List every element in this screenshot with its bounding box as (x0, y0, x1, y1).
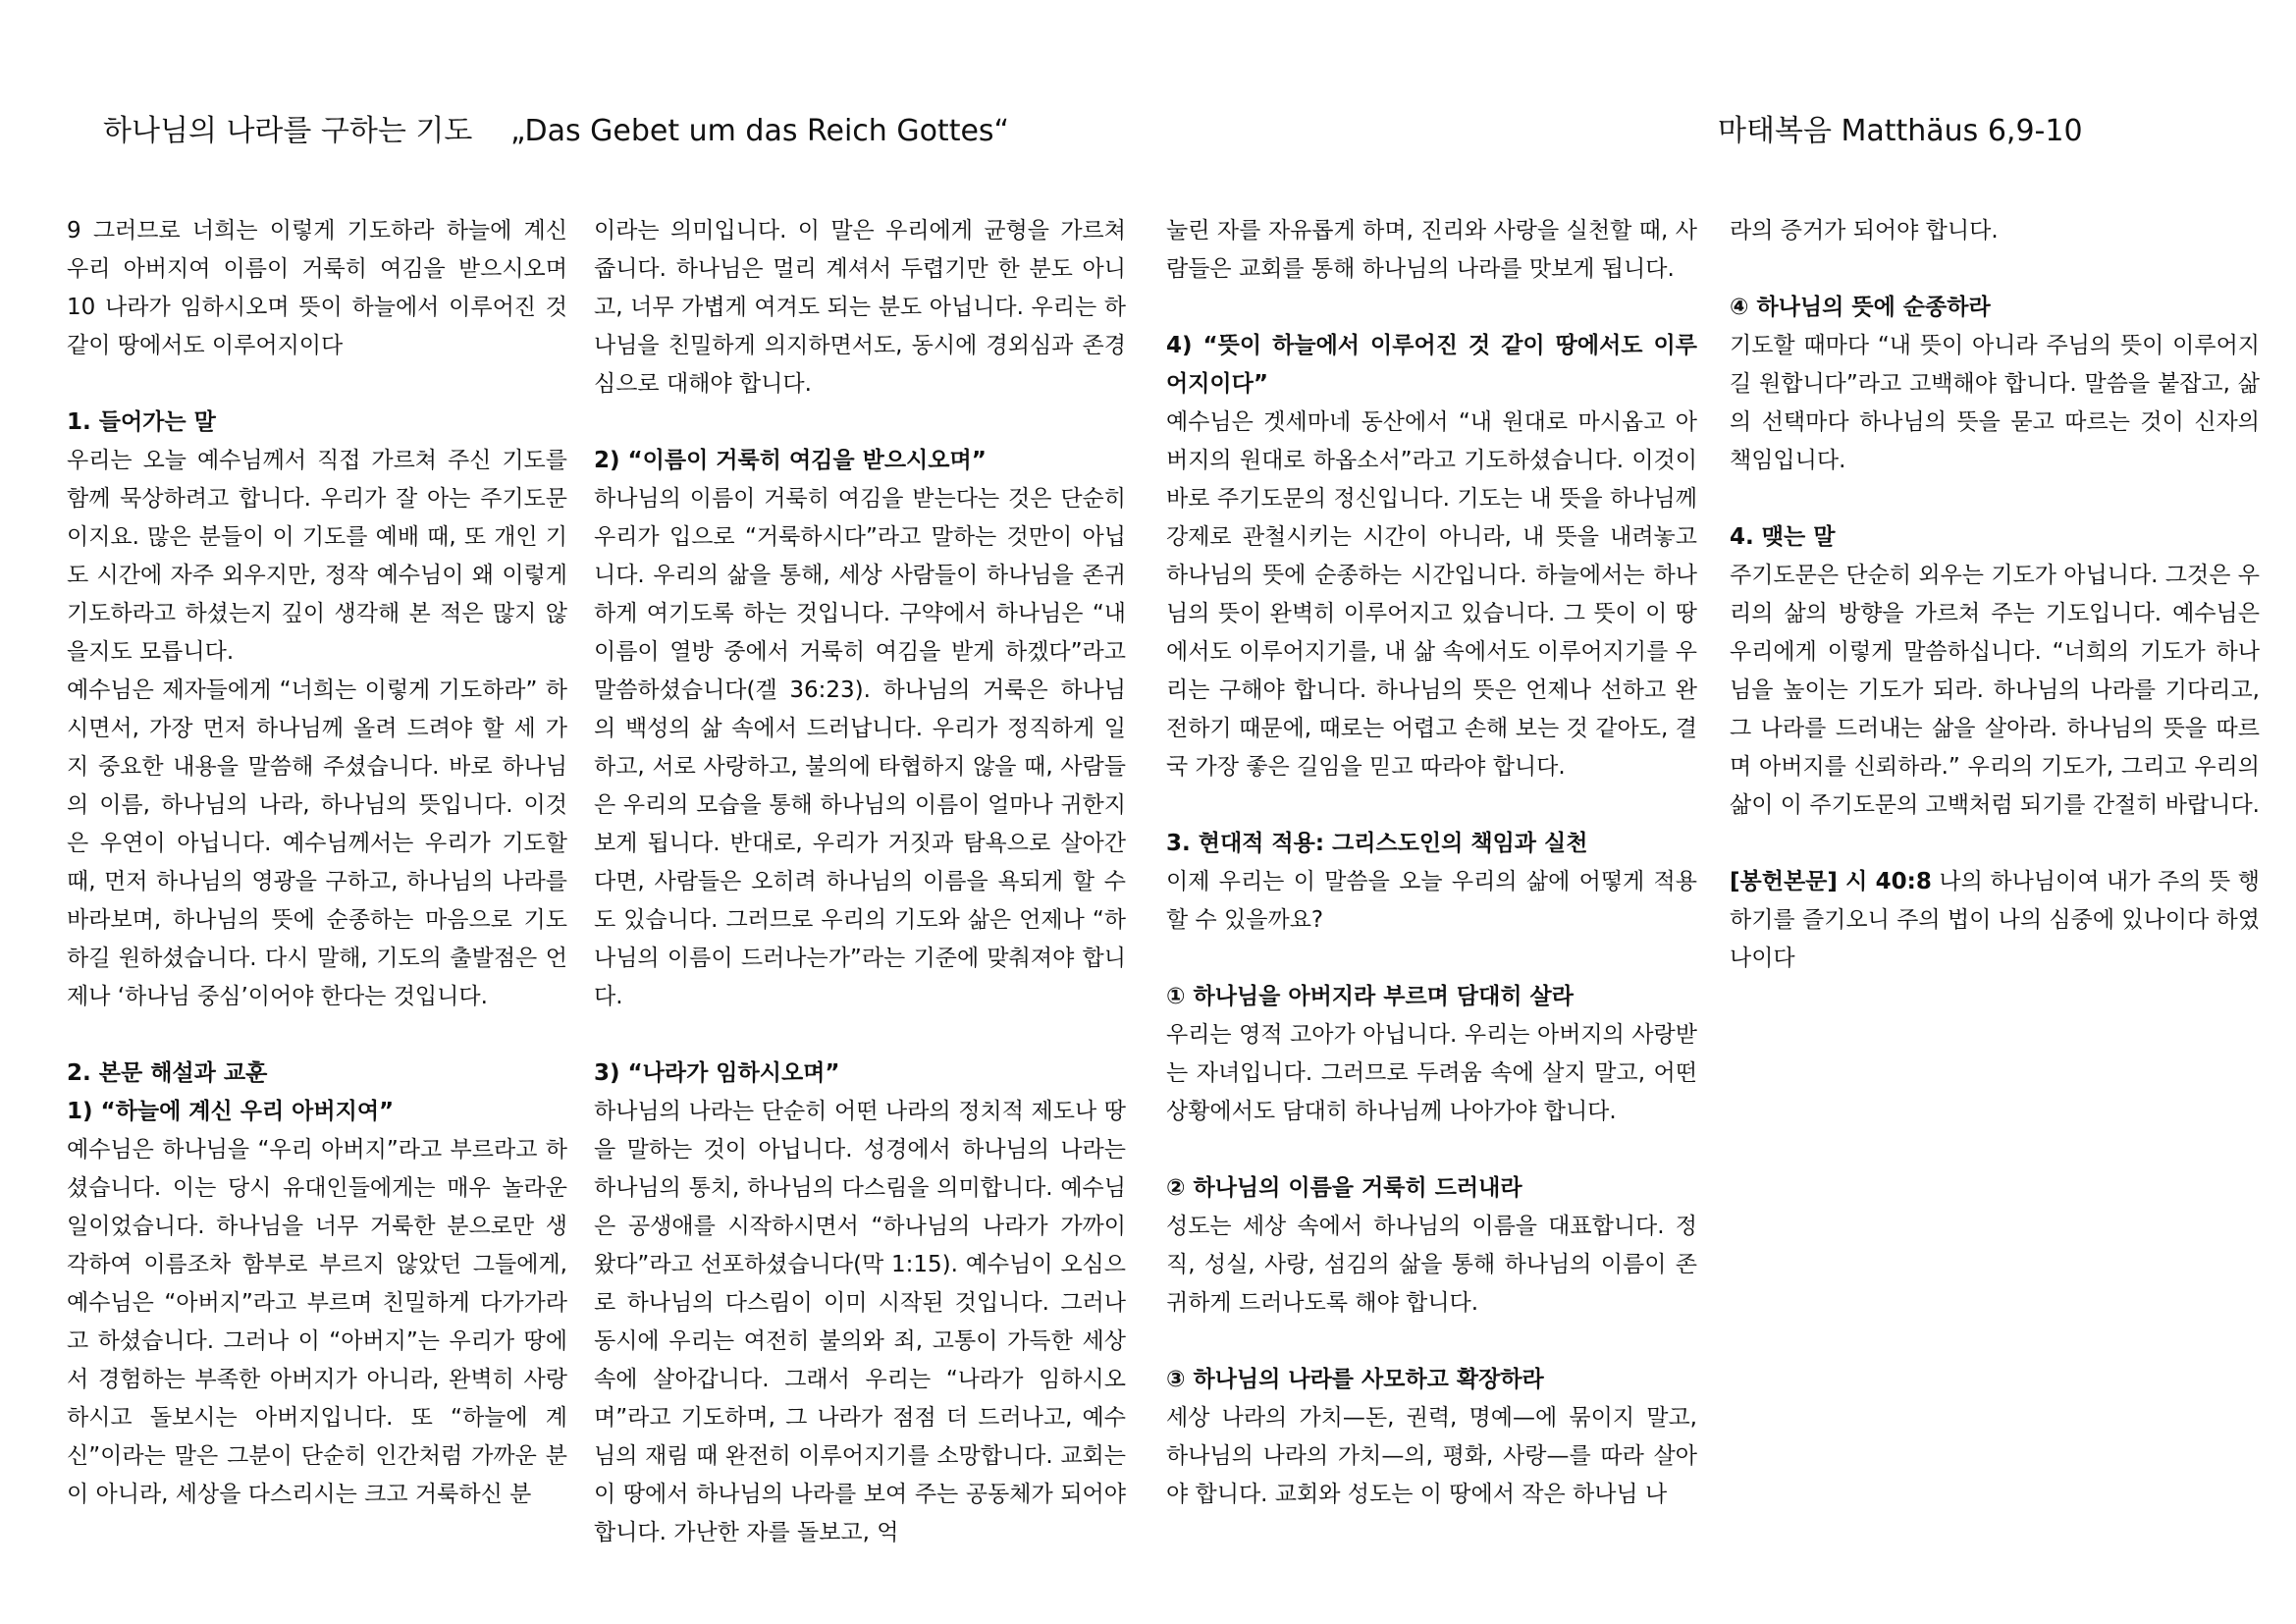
verse-text: 9 그러므로 너희는 이렇게 기도하라 하늘에 계신 우리 아버지여 이름이 거룩히 여김을 받으시오며 10 나라가 임하시오며 뜻이 하늘에서 이루어진 것 같이 땅에서도 이루어지이다 (67, 218, 567, 358)
column-2 (594, 212, 1126, 1552)
paragraph: 예수님은 하나님을 “우리 아버지”라고 부르라고 하셨습니다. 이는 당시 유대인들에게는 매우 놀라운 일이었습니다. 하나님을 너무 거룩한 분으로만 생각하여 이름조차 함부로 부르지 않았던 그들에게, 예수님은 “아버지”라고 부르며 친밀하게 다가가라고 하셨습니다. 그러나 이 “아버지”는 우리가 땅에서 경험하는 부족한 아버지가 아니라, 완벽히 사랑하시고 돌보시는 아버지입니다. 또 “하늘에 계신”이라는 말은 그분이 단순히 인간처럼 가까운 분이 아니라, 세상을 다스리시는 크고 거룩하신 분 (67, 1137, 567, 1507)
column-1 (67, 212, 567, 1514)
offering-verse: 나의 하나님이여 내가 주의 뜻 행하기를 즐기오니 주의 법이 나의 심중에 있나이다 하였나이다 (1730, 869, 2260, 971)
column-3 (1166, 212, 1697, 1514)
paragraph: 예수님은 겟세마네 동산에서 “내 원대로 마시옵고 아버지의 원대로 하옵소서”라고 기도하셨습니다. 이것이 바로 주기도문의 정신입니다. 기도는 내 뜻을 하나님께 강제로 관철시키는 시간이 아니라, 내 뜻을 내려놓고 하나님의 뜻에 순종하는 시간입니다. 하늘에서는 하나님의 뜻이 완벽히 이루어지고 있습니다. 그 뜻이 이 땅에서도 이루어지기를, 내 삶 속에서도 이루어지기를 우리는 구해야 합니다. 하나님의 뜻은 언제나 선하고 완전하기 때문에, 때로는 어렵고 손해 보는 것 같아도, 결국 가장 좋은 길임을 믿고 따라야 합니다. (1166, 409, 1697, 780)
offering-label: [봉헌본문] 시 40:8 (1730, 869, 1932, 894)
paragraph: 이제 우리는 이 말씀을 오늘 우리의 삶에 어떻게 적용할 수 있을까요? (1166, 869, 1697, 933)
application-point-1: ① 하나님을 아버지라 부르며 담대히 살라 (1166, 984, 1574, 1009)
application-point-4: ④ 하나님의 뜻에 순종하라 (1730, 295, 1991, 320)
paragraph: 우리는 영적 고아가 아닙니다. 우리는 아버지의 사랑받는 자녀입니다. 그러므로 두려움 속에 살지 말고, 어떤 상황에서도 담대히 하나님께 나아가야 합니다. (1166, 1022, 1697, 1124)
title-german: „Das Gebet um das Reich Gottes“ (510, 114, 1010, 148)
paragraph: 이라는 의미입니다. 이 말은 우리에게 균형을 가르쳐 줍니다. 하나님은 멀리 계셔서 두렵기만 한 분도 아니고, 너무 가볍게 여겨도 되는 분도 아닙니다. 우리는 하나님을 친밀하게 의지하면서도, 동시에 경외심과 존경심으로 대해야 합니다. (594, 218, 1126, 397)
heading-exposition: 2. 본문 해설과 교훈 (67, 1060, 268, 1086)
paragraph: 세상 나라의 가치—돈, 권력, 명예—에 묶이지 말고, 하나님의 나라의 가치—의, 평화, 사랑—를 따라 살아야 합니다. 교회와 성도는 이 땅에서 작은 하나님 나 (1166, 1405, 1697, 1507)
heading-application: 3. 현대적 적용: 그리스도인의 책임과 실천 (1166, 831, 1588, 856)
paragraph: 하나님의 나라는 단순히 어떤 나라의 정치적 제도나 땅을 말하는 것이 아닙니다. 성경에서 하나님의 나라는 하나님의 통치, 하나님의 다스림을 의미합니다. 예수님은 공생애를 시작하시면서 “하나님의 나라가 가까이 왔다”라고 선포하셨습니다(막 1:15). 예수님이 오심으로 하나님의 다스림이 이미 시작된 것입니다. 그러나 동시에 우리는 여전히 불의와 죄, 고통이 가득한 세상 속에 살아갑니다. 그래서 우리는 “나라가 임하시오며”라고 기도하며, 그 나라가 점점 더 드러나고, 예수님의 재림 때 완전히 이루어지기를 소망합니다. 교회는 이 땅에서 하나님의 나라를 보여 주는 공동체가 되어야 합니다. 가난한 자를 돌보고, 억 (594, 1099, 1126, 1545)
subheading-will-be-done: 4) “뜻이 하늘에서 이루어진 것 같이 땅에서도 이루어지이다” (1166, 333, 1697, 397)
paragraph: 라의 증거가 되어야 합니다. (1730, 218, 1999, 244)
scripture-reference: 마태복음 Matthäus 6,9-10 (1718, 114, 2083, 148)
paragraph: 기도할 때마다 “내 뜻이 아니라 주님의 뜻이 이루어지길 원합니다”라고 고백해야 합니다. 말씀을 붙잡고, 삶의 선택마다 하나님의 뜻을 묻고 따르는 것이 신자의 책임입니다. (1730, 333, 2260, 473)
column-4 (1730, 212, 2260, 978)
heading-conclusion: 4. 맺는 말 (1730, 524, 1836, 550)
paragraph: 주기도문은 단순히 외우는 기도가 아닙니다. 그것은 우리의 삶의 방향을 가르쳐 주는 기도입니다. 예수님은 우리에게 이렇게 말씀하십니다. “너희의 기도가 하나님을 높이는 기도가 되라. 하나님의 나라를 기다리고, 그 나라를 드러내는 삶을 살아라. 하나님의 뜻을 따르며 아버지를 신뢰하라.” 우리의 기도가, 그리고 우리의 삶이 이 주기도문의 고백처럼 되기를 간절히 바랍니다. (1730, 563, 2260, 818)
paragraph: 성도는 세상 속에서 하나님의 이름을 대표합니다. 정직, 성실, 사랑, 섬김의 삶을 통해 하나님의 이름이 존귀하게 드러나도록 해야 합니다. (1166, 1214, 1697, 1316)
application-point-3: ③ 하나님의 나라를 사모하고 확장하라 (1166, 1367, 1544, 1392)
page-header (0, 110, 2296, 153)
title-korean: 하나님의 나라를 구하는 기도 (103, 114, 473, 148)
offering-text (1730, 863, 2260, 978)
application-point-2: ② 하나님의 이름을 거룩히 드러내라 (1166, 1175, 1522, 1201)
paragraph: 우리는 오늘 예수님께서 직접 가르쳐 주신 기도를 함께 묵상하려고 합니다. 우리가 잘 아는 주기도문이지요. 많은 분들이 이 기도를 예배 때, 또 개인 기도 시간에 자주 외우지만, 정작 예수님이 왜 이렇게 기도하라고 하셨는지 깊이 생각해 본 적은 많지 않을지도 모릅니다. (67, 448, 567, 665)
paragraph: 눌린 자를 자유롭게 하며, 진리와 사랑을 실천할 때, 사람들은 교회를 통해 하나님의 나라를 맛보게 됩니다. (1166, 218, 1697, 282)
heading-introduction: 1. 들어가는 말 (67, 409, 216, 435)
paragraph: 하나님의 이름이 거룩히 여김을 받는다는 것은 단순히 우리가 입으로 “거룩하시다”라고 말하는 것만이 아닙니다. 우리의 삶을 통해, 세상 사람들이 하나님을 존귀하게 여기도록 하는 것입니다. 구약에서 하나님은 “내 이름이 열방 중에서 거룩히 여김을 받게 하겠다”라고 말씀하셨습니다(겔 36:23). 하나님의 거룩은 하나님의 백성의 삶 속에서 드러납니다. 우리가 정직하게 일하고, 서로 사랑하고, 불의에 타협하지 않을 때, 사람들은 우리의 모습을 통해 하나님의 이름이 얼마나 귀한지 보게 됩니다. 반대로, 우리가 거짓과 탐욕으로 살아간다면, 사람들은 오히려 하나님의 이름을 욕되게 할 수도 있습니다. 그러므로 우리의 기도와 삶은 언제나 “하나님의 이름이 드러나는가”라는 기준에 맞춰져야 합니다. (594, 486, 1126, 1009)
subheading-our-father: 1) “하늘에 계신 우리 아버지여” (67, 1099, 395, 1124)
subheading-hallowed-name: 2) “이름이 거룩히 여김을 받으시오며” (594, 448, 987, 473)
paragraph: 예수님은 제자들에게 “너희는 이렇게 기도하라” 하시면서, 가장 먼저 하나님께 올려 드려야 할 세 가지 중요한 내용을 말씀해 주셨습니다. 바로 하나님의 이름, 하나님의 나라, 하나님의 뜻입니다. 이것은 우연이 아닙니다. 예수님께서는 우리가 기도할 때, 먼저 하나님의 영광을 구하고, 하나님의 나라를 바라보며, 하나님의 뜻에 순종하는 마음으로 기도하길 원하셨습니다. 다시 말해, 기도의 출발점은 언제나 ‘하나님 중심’이어야 한다는 것입니다. (67, 677, 567, 1009)
subheading-kingdom-come: 3) “나라가 임하시오며” (594, 1060, 840, 1086)
